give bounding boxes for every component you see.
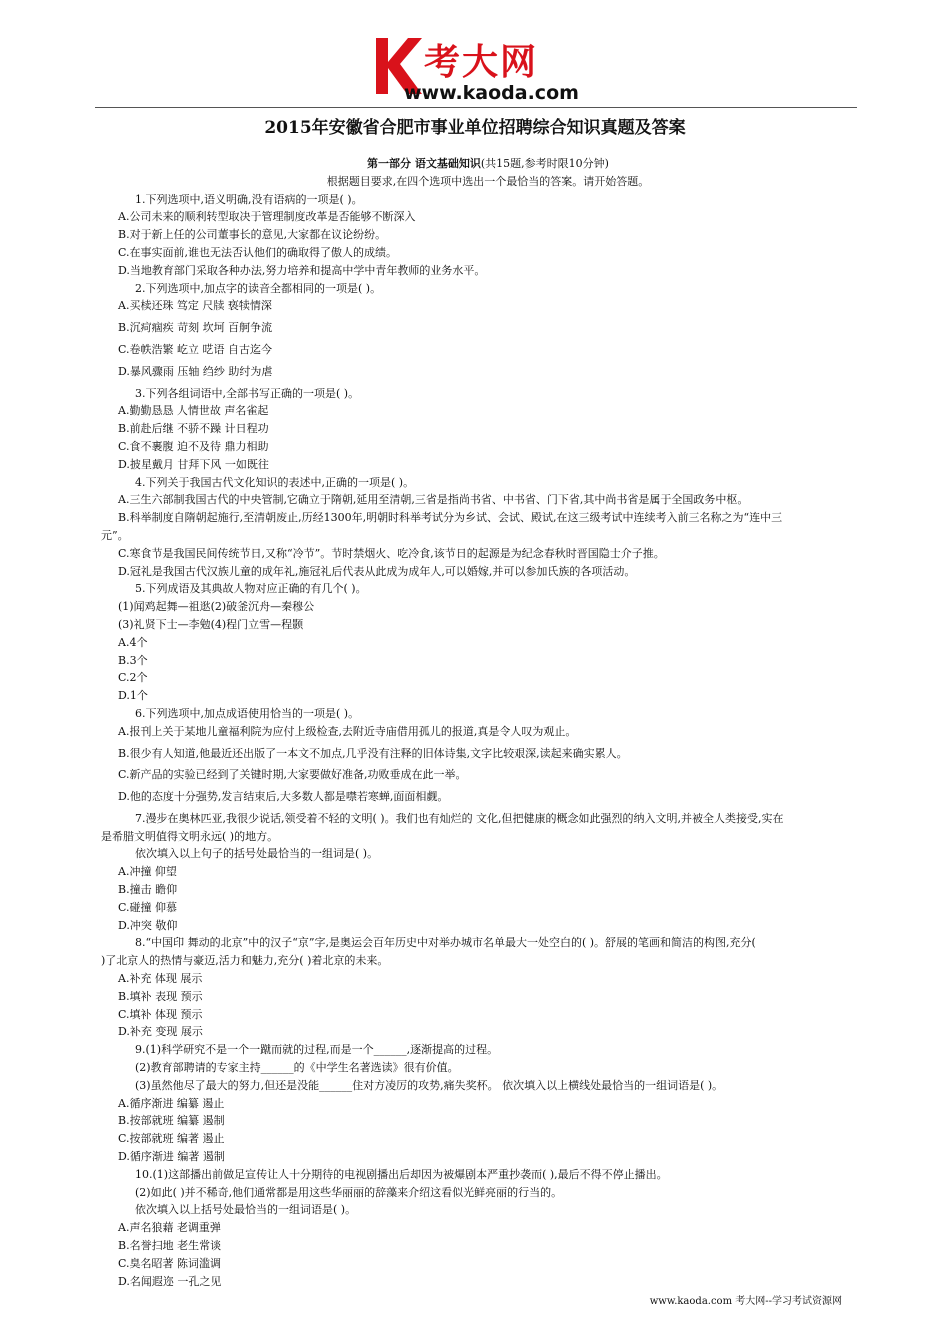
- option: B.3个: [118, 653, 148, 667]
- question-stem: 6.下列选项中,加点成语使用恰当的一项是( )。: [135, 706, 360, 720]
- instruction: 根据题目要求,在四个选项中选出一个最恰当的答案。请开始答题。: [326, 174, 650, 188]
- list-item: (3)礼贤下士—李勉(4)程门立雪—程颢: [118, 617, 304, 631]
- option: A.循序渐进 编纂 遏止: [118, 1096, 225, 1110]
- question-stem: 2.下列选项中,加点字的读音全都相同的一项是( )。: [135, 281, 382, 295]
- section-note: (共15题,参考时限10分钟): [480, 157, 609, 170]
- option: C.在事实面前,谁也无法否认他们的确取得了傲人的成绩。: [118, 245, 398, 259]
- option: D.当地教育部门采取各种办法,努力培养和提高中学中青年教师的业务水平。: [118, 263, 486, 277]
- question-stem: 依次填入以上括号处最恰当的一组词语是( )。: [135, 1203, 357, 1217]
- question-stem: 8.“中国印 舞动的北京”中的汉子“京”字,是奥运会百年历史中对举办城市名单最大一处空白的( )。舒展的笔画和简洁的构图,充分(: [135, 936, 756, 950]
- section-heading-text: 第一部分 语文基础知识: [367, 157, 481, 170]
- document-body: [101, 155, 858, 1290]
- option: C.寒食节是我国民间传统节日,又称“冷节”。节时禁烟火、吃冷食,该节日的起源是为纪念春秋时晋国隐士介子推。: [118, 546, 665, 560]
- option: A.公司未来的顺利转型取决于管理制度改革是否能够不断深入: [118, 210, 416, 224]
- option: D.1个: [118, 689, 148, 703]
- footer-text: www.kaoda.com 考大网--学习考试资源网: [649, 1296, 842, 1307]
- option: A.冲撞 仰望: [118, 865, 177, 879]
- option: A.报刊上关于某地儿童福利院为应付上级检查,去附近寺庙借用孤儿的报道,真是令人叹为观止。: [118, 724, 577, 738]
- page-title: 2015年安徽省合肥市事业单位招聘综合知识真题及答案: [264, 118, 686, 138]
- question-stem: (2)如此( )并不稀奇,他们通常都是用这些华丽丽的辞藻来介绍这看似光鲜亮丽的行当的。: [135, 1185, 563, 1199]
- option: A.三生六部制我国古代的中央管制,它确立于隋朝,延用至清朝,三省是指尚书省、中书省、门下省,其中尚书省是属于全国政务中枢。: [118, 493, 749, 507]
- option: D.名闻遐迩 一孔之见: [118, 1274, 222, 1288]
- option: D.循序渐进 编著 遏制: [118, 1150, 225, 1164]
- kaoda-logo: [372, 30, 602, 110]
- option: D.冲突 敬仰: [118, 918, 178, 932]
- question-stem: (2)教育部聘请的专家主持______的《中学生名著选读》很有价值。: [135, 1061, 459, 1075]
- question-stem: 5.下列成语及其典故人物对应正确的有几个( )。: [135, 582, 367, 596]
- option: D.补充 变现 展示: [118, 1025, 203, 1039]
- option: D.暴风骤雨 压轴 绉纱 助纣为虐: [118, 364, 273, 378]
- option: A.4个: [118, 635, 148, 649]
- question-stem-continued: )了北京人的热情与豪迈,活力和魅力,充分( )着北京的未来。: [101, 954, 389, 968]
- option: B.按部就班 编纂 遏制: [118, 1114, 225, 1128]
- option-continued: 元”。: [101, 528, 129, 542]
- option: A.买椟还珠 笃定 尺牍 亵犊情深: [118, 299, 272, 313]
- option: C.臭名昭著 陈词滥调: [118, 1256, 222, 1270]
- option: D.披星戴月 甘拜下风 一如既往: [118, 457, 269, 471]
- option: B.名誉扫地 老生常谈: [118, 1239, 222, 1253]
- option: D.冠礼是我国古代汉族儿童的成年礼,施冠礼后代表从此成为成年人,可以婚嫁,并可以参加氏族的各项活动。: [118, 564, 636, 578]
- question-stem: 7.漫步在奥林匹亚,我很少说话,领受着不轻的文明( )。我们也有灿烂的 文化,但把健康的概念如此强烈的纳入文明,并被全人类接受,实在: [135, 811, 784, 825]
- question-stem: 依次填入以上句子的括号处最恰当的一组词是( )。: [135, 847, 379, 861]
- question-stem: 1.下列选项中,语义明确,没有语病的一项是( )。: [135, 192, 363, 206]
- option: B.科举制度自隋朝起施行,至清朝废止,历经1300年,明朝时科举考试分为乡试、会试、殿试,在这三级考试中连续考入前三名称之为“连中三: [118, 511, 783, 525]
- question-stem: 3.下列各组词语中,全部书写正确的一项是( )。: [135, 386, 360, 400]
- option: B.撞击 瞻仰: [118, 883, 178, 897]
- option: B.很少有人知道,他最近还出版了一本文不加点,几乎没有注释的旧体诗集,文字比较艰深,读起来确实累人。: [118, 746, 628, 760]
- section-heading: [118, 155, 858, 173]
- option: C.食不裹腹 迫不及待 鼎力相助: [118, 439, 269, 453]
- option: B.填补 表现 预示: [118, 989, 203, 1003]
- question-stem: 9.(1)科学研究不是一个一蹴而就的过程,而是一个______,逐渐提高的过程。: [135, 1043, 499, 1057]
- option: D.他的态度十分强势,发言结束后,大多数人都是噤若寒蝉,面面相觑。: [118, 790, 449, 804]
- question-stem: 10.(1)这部播出前做足宣传让人十分期待的电视剧播出后却因为被爆剧本严重抄袭而( ),最后不得不停止播出。: [135, 1167, 668, 1181]
- option: C.卷帙浩繁 屹立 呓语 自古迄今: [118, 342, 273, 356]
- list-item: (1)闻鸡起舞—祖逖(2)破釜沉舟—秦穆公: [118, 600, 315, 614]
- option: A.勤勤恳恳 人情世故 声名雀起: [118, 404, 269, 418]
- option: B.前赴后继 不骄不躁 计日程功: [118, 422, 269, 436]
- option: C.2个: [118, 671, 148, 685]
- question-stem-continued: 是希腊文明值得文明永远( )的地方。: [101, 829, 279, 843]
- option: C.碰撞 仰慕: [118, 900, 178, 914]
- option: B.对于新上任的公司董事长的意见,大家都在议论纷纷。: [118, 228, 387, 242]
- option: B.沉疴痼疾 苛刻 坎坷 百舸争流: [118, 321, 273, 335]
- logo-brand-text: 考大网: [424, 42, 539, 83]
- logo-url-text: www.kaoda.com: [404, 82, 579, 104]
- option: C.按部就班 编著 遏止: [118, 1132, 225, 1146]
- header-rule: [95, 107, 857, 108]
- option: A.声名狼藉 老调重弹: [118, 1221, 221, 1235]
- option: C.填补 体现 预示: [118, 1007, 203, 1021]
- option: A.补充 体现 展示: [118, 972, 203, 986]
- question-stem: (3)虽然他尽了最大的努力,但还是没能______住对方凌厉的攻势,痛失奖杯。 依次填入以上横线处最恰当的一组词语是( )。: [135, 1078, 724, 1092]
- question-stem: 4.下列关于我国古代文化知识的表述中,正确的一项是( )。: [135, 475, 415, 489]
- option: C.新产品的实验已经到了关键时期,大家要做好准备,功败垂成在此一举。: [118, 768, 467, 782]
